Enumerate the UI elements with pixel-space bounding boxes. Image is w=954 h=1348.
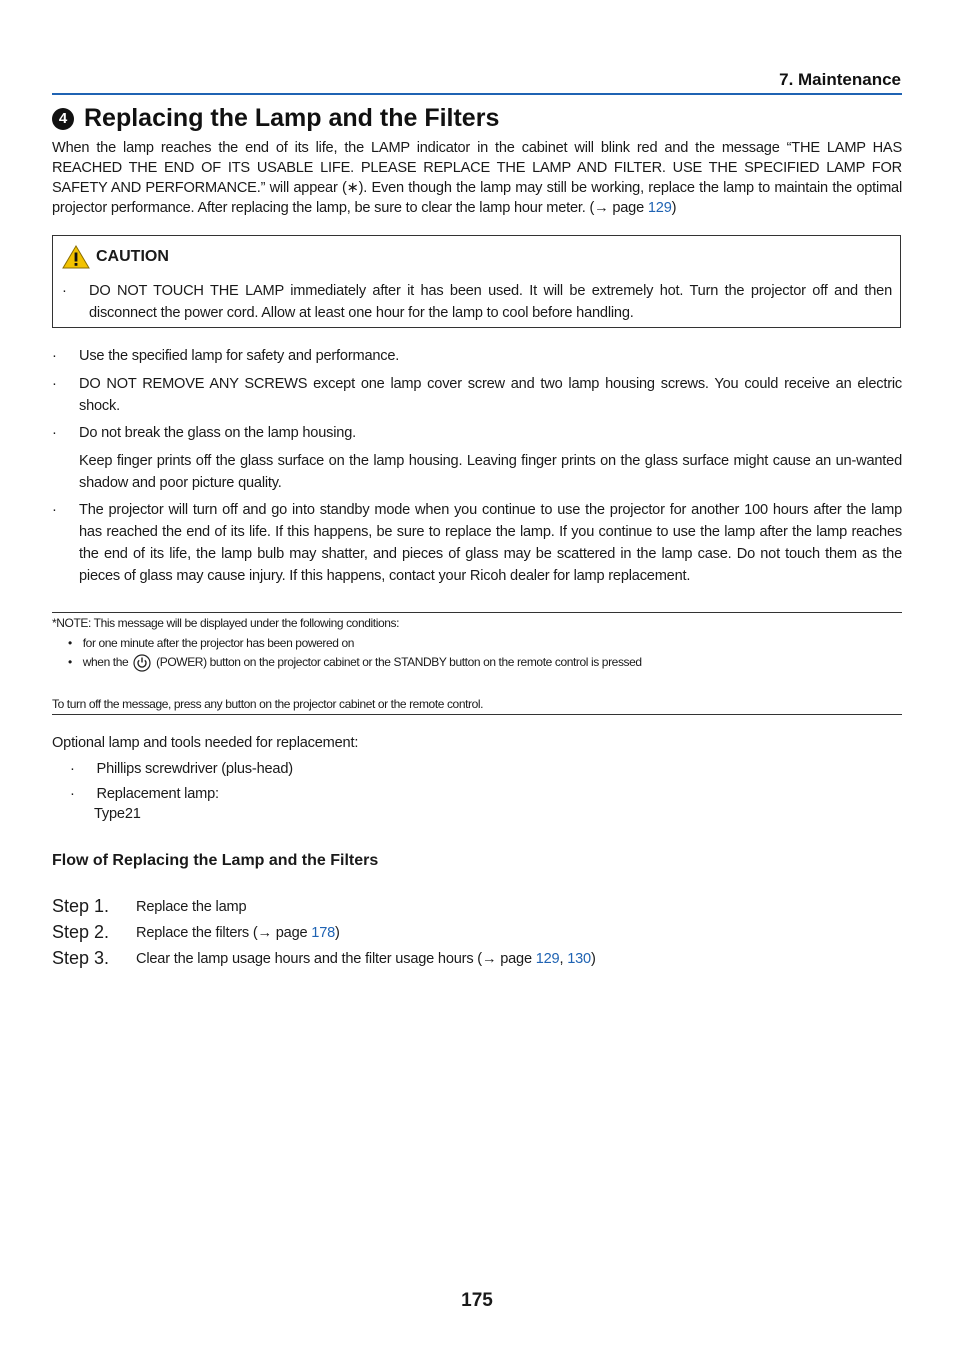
intro-tail: ) [671, 200, 677, 216]
list-item-text: Do not break the glass on the lamp housing. [79, 425, 356, 441]
list-item-text: Use the specified lamp for safety and performance. [79, 348, 400, 364]
note-footer: To turn off the message, press any button on the projector cabinet or the remote control. [52, 697, 484, 711]
list-item [52, 345, 902, 367]
power-icon [133, 654, 151, 672]
step-label: Step 1. [52, 896, 110, 916]
intro-paragraph [52, 138, 902, 218]
flow-title: Flow of Replacing the Lamp and the Filters [52, 852, 379, 869]
step-text: Replace the lamp [136, 899, 247, 915]
optional-item-subtext: Type21 [94, 806, 141, 822]
step-text-body: Clear the lamp usage hours and the filter usage hours (→ page [136, 951, 536, 967]
step-link-separator: , [559, 951, 568, 967]
step-text-tail: ) [335, 925, 340, 941]
list-item-continuation: Keep finger prints off the glass surface on the lamp housing. Leaving finger prints on the glass surface might cause an un-wanted shadow and poor picture quality. [79, 453, 902, 491]
note-item-text: for one minute after the projector has been powered on [82, 636, 355, 650]
bullet-dot: · [52, 502, 57, 518]
bullet-dot: • [68, 655, 72, 670]
step-text [136, 951, 596, 967]
note-item [68, 654, 642, 672]
step-page-link[interactable]: 178 [311, 925, 336, 941]
list-item [52, 373, 902, 417]
warning-icon [62, 245, 90, 269]
bullet-dot: • [68, 636, 72, 650]
note-top-rule [52, 612, 902, 613]
note-item-pre: when the [82, 655, 129, 670]
page-title [52, 104, 499, 133]
list-item-text: DO NOT REMOVE ANY SCREWS except one lamp cover screw and two lamp housing screws. You could receive an electric shock. [79, 376, 902, 414]
caution-title: CAUTION [96, 248, 169, 265]
page-number: 175 [461, 1290, 493, 1311]
bullet-dot: · [52, 425, 57, 441]
intro-page-link[interactable]: 129 [647, 200, 672, 216]
step-label: Step 2. [52, 922, 110, 942]
bullet-dot: · [70, 761, 75, 777]
optional-item-text: Replacement lamp: [96, 786, 219, 802]
header-rule [52, 93, 902, 95]
bullet-dot: · [62, 283, 67, 299]
step-label: Step 3. [52, 948, 110, 968]
caution-bullet-text: DO NOT TOUCH THE LAMP immediately after it has been used. It will be extremely hot. Turn the projector off and then disconnect the power cord. Allow at least one hour for the lamp to cool before handling. [89, 283, 892, 321]
note-bottom-rule [52, 714, 902, 715]
list-item [52, 499, 902, 587]
caution-heading [62, 245, 169, 269]
bullet-dot: · [70, 786, 75, 802]
step-text-tail: ) [590, 951, 596, 967]
optional-heading: Optional lamp and tools needed for replacement: [52, 735, 359, 751]
step-page-link[interactable]: 129 [535, 951, 560, 967]
bullet-dot: · [52, 376, 57, 392]
note-item [68, 636, 354, 650]
note-heading: *NOTE: This message will be displayed under the following conditions: [52, 616, 400, 630]
section-number-badge: 4 [52, 108, 74, 130]
note-item-post: (POWER) button on the projector cabinet or the STANDBY button on the remote control is pressed [156, 655, 642, 670]
step-text [136, 925, 340, 941]
optional-item [70, 786, 219, 802]
bullet-dot: · [52, 348, 57, 364]
step-page-link[interactable]: 130 [567, 951, 591, 967]
caution-bullet [62, 280, 892, 324]
intro-text: When the lamp reaches the end of its life, the LAMP indicator in the cabinet will blink red and the message “THE LAMP HAS REACHED THE END OF ITS USABLE LIFE. PLEASE REPLACE THE LAMP AND FILTER. USE THE SPECIFIED LAMP FOR SAFETY AND PERFORMANCE.” will appear (∗). Even though the lamp may still be working, replace the lamp to maintain the optimal projector performance. After replacing the lamp, be sure to clear the lamp hour meter. (→ page [52, 140, 902, 216]
step-text-body: Replace the filters (→ page [136, 925, 312, 941]
list-item [52, 422, 902, 444]
optional-item [70, 761, 293, 777]
section-header: 7. Maintenance [779, 70, 901, 89]
page-title-text: Replacing the Lamp and the Filters [84, 104, 500, 132]
list-item-text: The projector will turn off and go into standby mode when you continue to use the projector for another 100 hours after the lamp has reached the end of its life. If this happens, be sure to replace the lamp. If you continue to use the lamp after the lamp reaches the end of its life, the lamp bulb may shatter, and pieces of glass may be scattered in the lamp case. Do not touch them as the pieces of glass may cause injury. If this happens, contact your Ricoh dealer for lamp replacement. [79, 502, 902, 584]
optional-item-text: Phillips screwdriver (plus-head) [96, 761, 293, 777]
